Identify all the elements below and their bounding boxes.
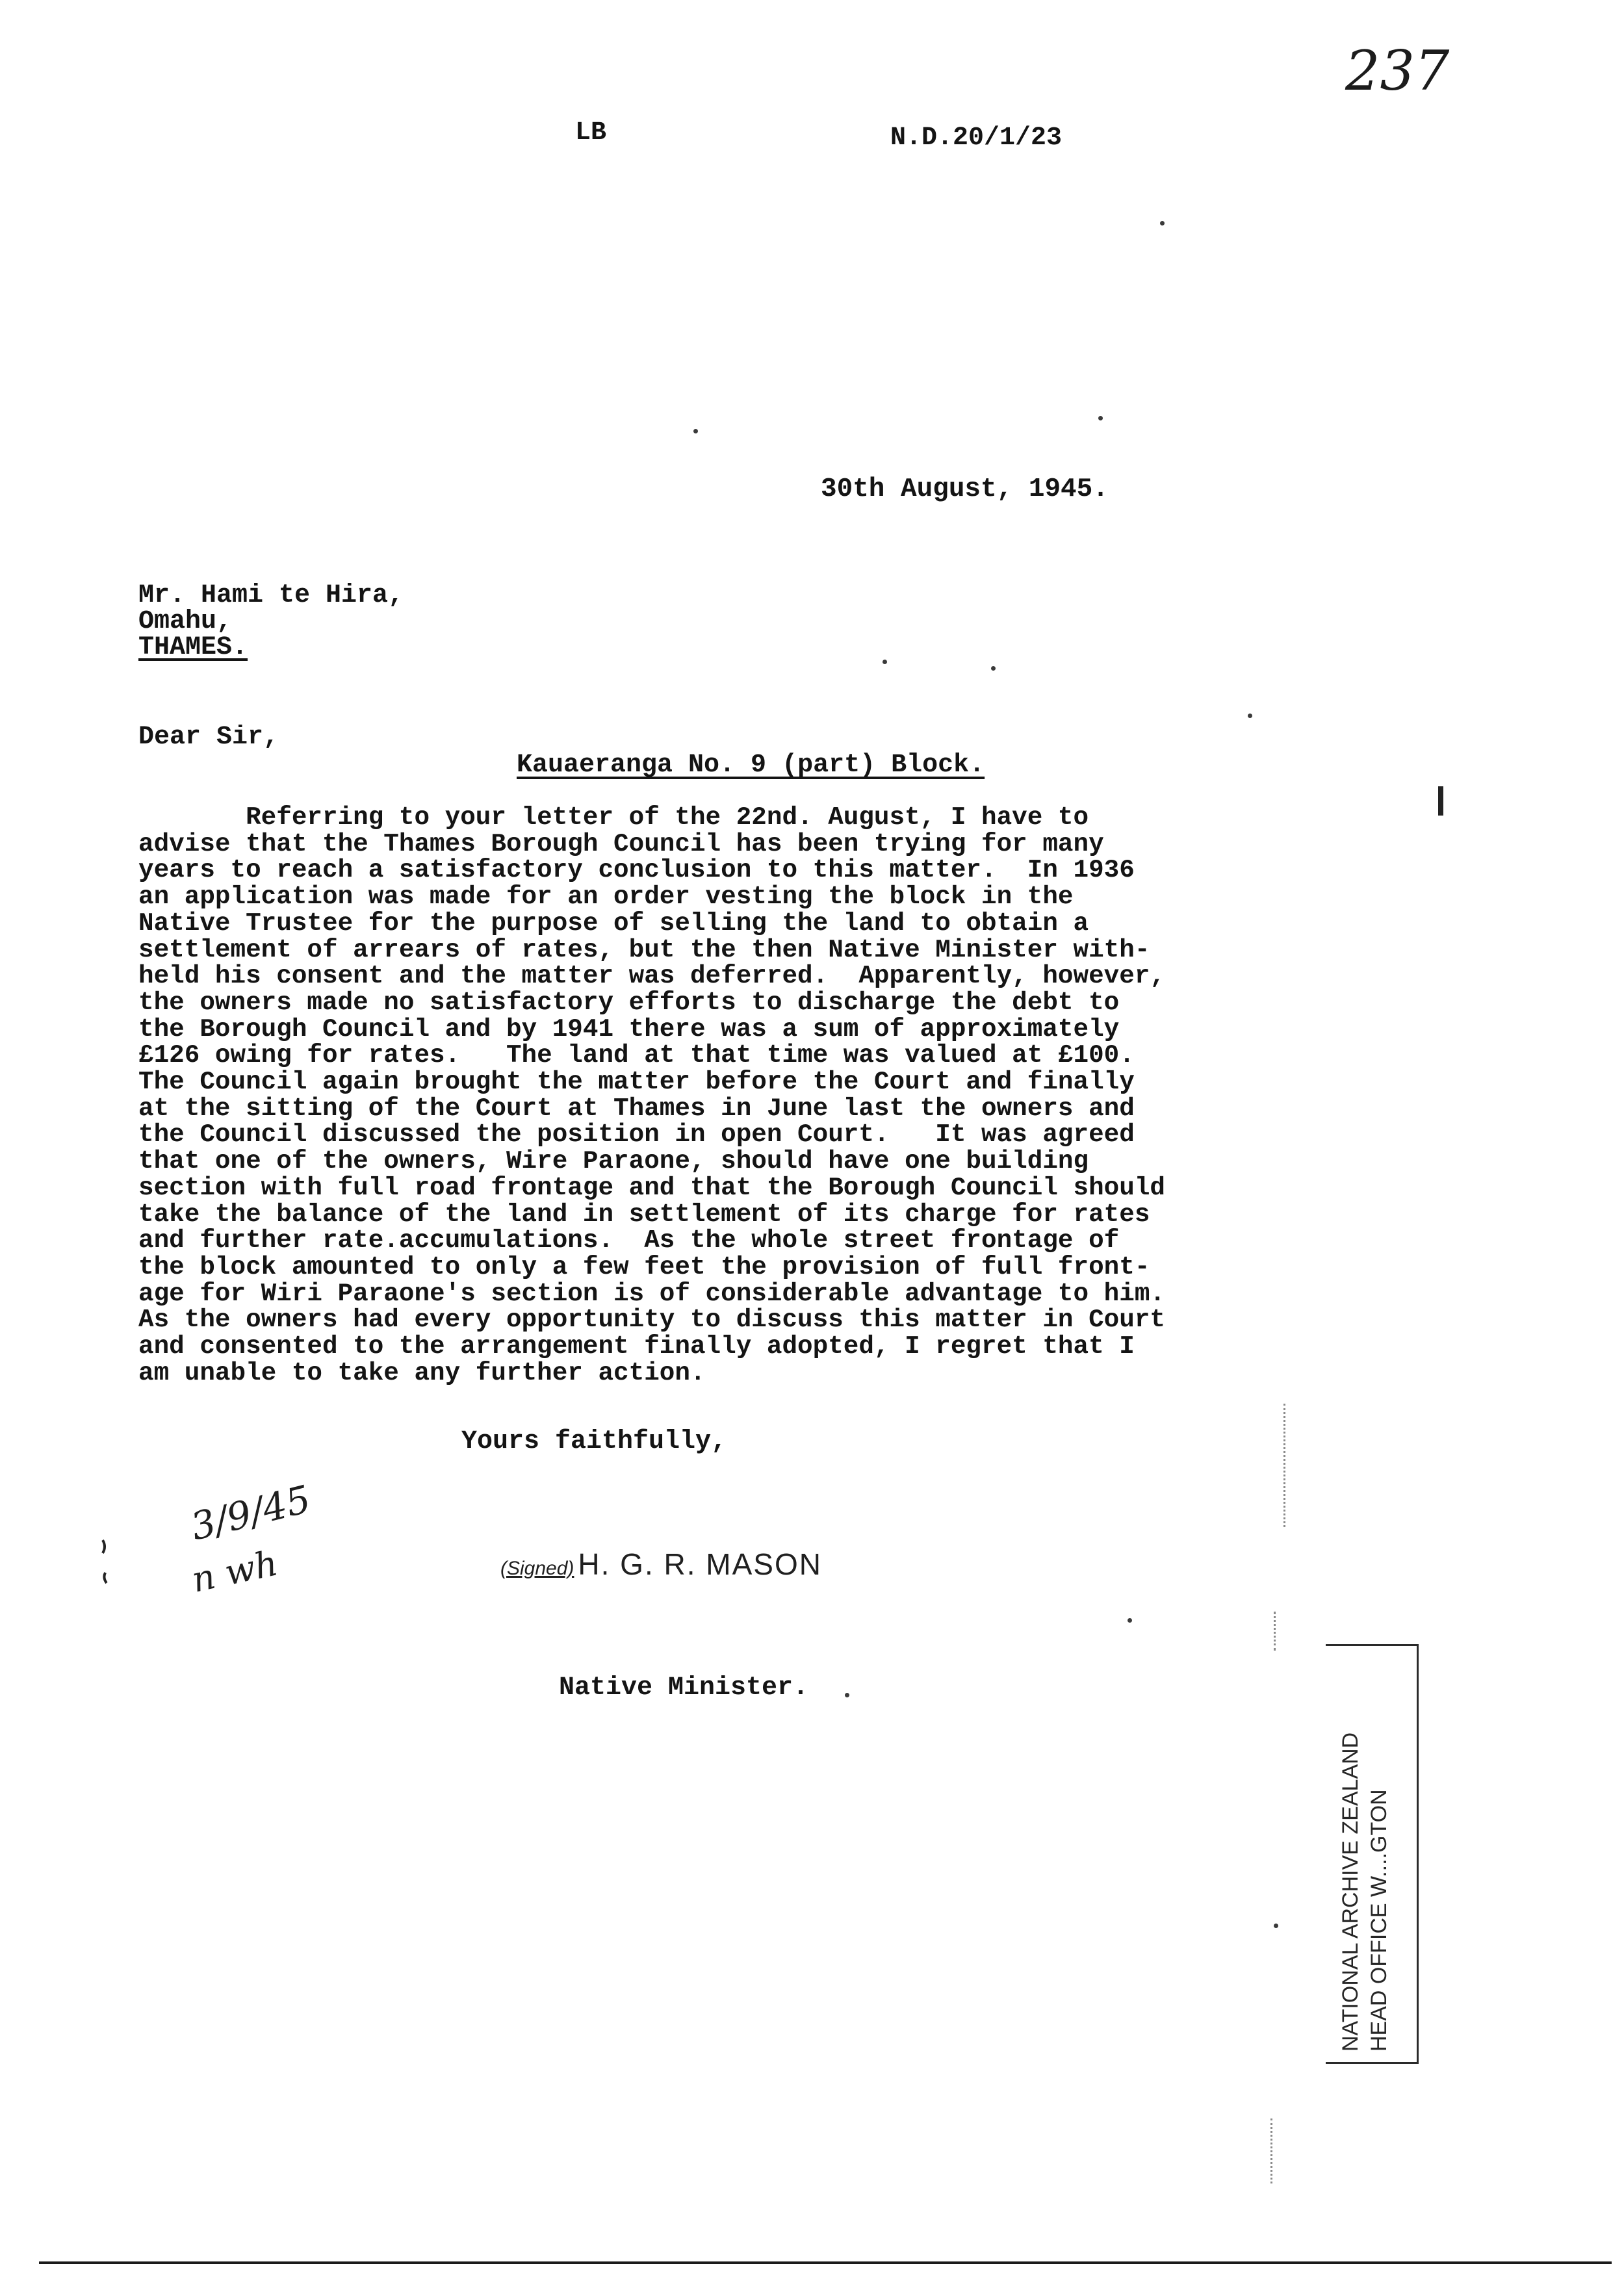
speck: [1098, 416, 1103, 420]
archive-stamp: [1326, 1644, 1419, 2064]
salutation: Dear Sir,: [138, 723, 279, 752]
handwritten-initials: n wh: [188, 1542, 281, 1601]
body-line: the Borough Council and by 1941 there was a sum of approximately: [138, 1014, 1120, 1044]
speck: [1248, 714, 1252, 718]
body-line: age for Wiri Paraone's section is of considerable advantage to him.: [138, 1278, 1165, 1308]
signature-stamp: [500, 1547, 822, 1582]
speck: [845, 1693, 849, 1697]
scan-artifact: [1274, 1612, 1276, 1651]
scan-artifact: [1270, 2118, 1272, 2183]
body-line: held his consent and the matter was deferred. Apparently, however,: [138, 961, 1165, 991]
signatory-title: Native Minister.: [559, 1673, 809, 1703]
speck: [991, 666, 996, 671]
body-line: and further rate.accumulations. As the whole street frontage of: [138, 1226, 1120, 1255]
body-line: section with full road frontage and that the Borough Council should: [138, 1172, 1165, 1202]
body-line: Native Trustee for the purpose of selling the land to obtain a: [138, 908, 1089, 938]
handwritten-margin-note: [97, 1476, 315, 1612]
signed-prefix: (Signed): [500, 1558, 574, 1579]
body-line: the Council discussed the position in open Court. It was agreed: [138, 1120, 1135, 1150]
body-line: years to reach a satisfactory conclusion to this matter. In 1936: [138, 855, 1135, 885]
recipient-town: THAMES.: [138, 633, 248, 662]
body-line: that one of the owners, Wire Paraone, should have one building: [138, 1146, 1089, 1176]
body-line: settlement of arrears of rates, but the then Native Minister with-: [138, 934, 1150, 964]
stamp-line-2: HEAD OFFICE W....GTON: [1367, 1789, 1391, 2052]
subject-line: Kauaeranga No. 9 (part) Block.: [517, 751, 985, 780]
page-number: 237: [1345, 39, 1450, 103]
body-line: advise that the Thames Borough Council has been trying for many: [138, 829, 1104, 858]
handwritten-date: 3/9/45: [186, 1476, 315, 1549]
body-line: at the sitting of the Court at Thames in June last the owners and: [138, 1093, 1135, 1123]
speck: [1274, 1924, 1278, 1928]
speck: [1128, 1618, 1132, 1623]
letter-date: 30th August, 1945.: [821, 474, 1109, 504]
body-line: the owners made no satisfactory efforts to discharge the debt to: [138, 987, 1120, 1017]
body-line: take the balance of the land in settlement of its charge for rates: [138, 1199, 1150, 1229]
stamp-line-1: NATIONAL ARCHIVE ZEALAND: [1338, 1732, 1363, 2052]
speck: [693, 429, 698, 433]
speck: [1160, 221, 1165, 225]
letter-body: [138, 805, 1256, 1386]
signatory-name: H. G. R. MASON: [578, 1547, 822, 1581]
file-reference: N.D.20/1/23: [890, 123, 1063, 153]
margin-mark: [1438, 786, 1443, 816]
body-line: £126 owing for rates. The land at that time was valued at £100.: [138, 1040, 1135, 1070]
recipient-name: Mr. Hami te Hira,: [138, 581, 404, 610]
body-line: am unable to take any further action.: [138, 1358, 706, 1387]
page-edge-line: [39, 2261, 1612, 2264]
body-line: the block amounted to only a few feet the provision of full front-: [138, 1252, 1150, 1281]
scan-artifact: [1283, 1404, 1285, 1527]
closing: Yours faithfully,: [461, 1427, 727, 1456]
speck: [883, 660, 887, 664]
body-line: an application was made for an order vesting the block in the: [138, 882, 1074, 912]
recipient-locality: Omahu,: [138, 607, 233, 636]
body-line: As the owners had every opportunity to discuss this matter in Court: [138, 1305, 1165, 1335]
recipient-address: [138, 583, 404, 661]
body-line: and consented to the arrangement finally adopted, I regret that I: [138, 1332, 1135, 1361]
typist-initials: LB: [575, 118, 607, 148]
body-line: Referring to your letter of the 22nd. August, I have to: [138, 803, 1089, 832]
body-line: The Council again brought the matter before the Court and finally: [138, 1067, 1135, 1097]
